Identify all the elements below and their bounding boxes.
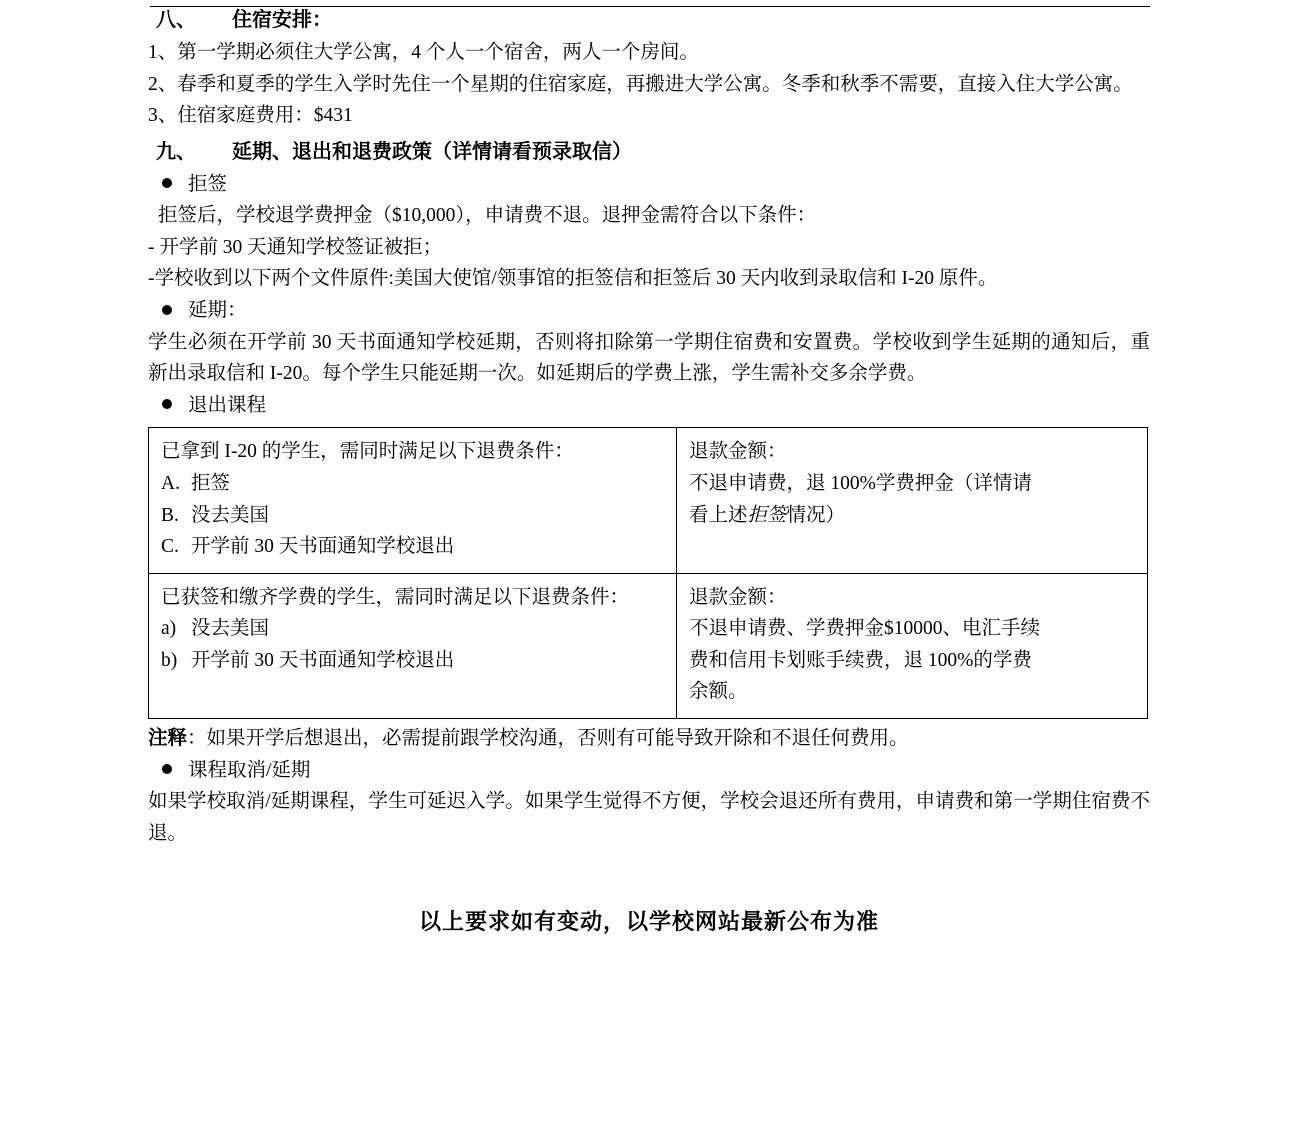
section-heading-policy: [148, 138, 1150, 167]
row1-refund-text-line1: 不退申请费，退 100%学费押金（详情请: [689, 472, 1032, 494]
cancel-text: 如果学校取消/延期课程，学生可延迟入学。如果学生觉得不方便，学校会退还所有费用，申请费和第一学期住宿费不退。: [148, 791, 1150, 844]
bullet-refusal: [148, 169, 1150, 201]
section-heading-housing: [148, 6, 1150, 35]
housing-item-1: 1、第一学期必须住大学公寓，4 个人一个宿舍，两人一个房间。: [148, 42, 699, 63]
bullet-defer-label: 延期：: [188, 300, 247, 322]
row2-refund-title: 退款金额：: [689, 586, 787, 608]
bullet-withdraw: [148, 390, 1150, 422]
housing-item-2: 2、春季和夏季的学生入学时先住一个星期的住宿家庭，再搬进大学公寓。冬季和秋季不需要，直接入住大学公寓。: [148, 73, 1133, 95]
section-title-policy: 延期、退出和退费政策（详情请看预录取信）: [232, 140, 632, 163]
bullet-dot-icon: [162, 399, 172, 409]
table-row: [149, 573, 1148, 718]
refusal-condition-2: -学校收到以下两个文件原件:美国大使馆/领事馆的拒签信和拒签后 30 天内收到录取信和 I-20 原件。: [148, 268, 998, 290]
document-page: [0, 6, 1300, 1127]
section-title-housing: 住宿安排：: [232, 9, 332, 31]
bullet-withdraw-label: 退出课程: [188, 394, 267, 416]
bullet-defer: [148, 295, 1150, 327]
housing-item-3: 3、住宿家庭费用：$431: [148, 105, 353, 127]
bullet-dot-icon: [162, 764, 172, 774]
policy-note: [148, 723, 1150, 755]
row1-condition-b: B. 没去美国: [161, 504, 270, 526]
row1-condition-c: C. 开学前 30 天书面通知学校退出: [161, 536, 455, 558]
row2-refund-text-line2: 费和信用卡划账手续费，退 100%的学费: [689, 649, 1032, 671]
section-number-housing: 八、: [156, 9, 196, 31]
refund-policy-table: [148, 427, 1148, 719]
row1-conditions-cell: [149, 428, 677, 573]
policy-note-label: 注释: [148, 727, 188, 749]
row1-condition-a: A. 拒签: [161, 472, 231, 494]
bullet-cancel: [148, 755, 1150, 787]
defer-text: 学生必须在开学前 30 天书面通知学校延期，否则将扣除第一学期住宿费和安置费。学校收到学生延期的通知后，重新出录取信和 I-20。每个学生只能延期一次。如延期后的学费上涨，学生需补交多余学费。: [148, 331, 1150, 385]
section-number-policy: 九、: [156, 140, 196, 163]
row2-conditions-title: 已获签和缴齐学费的学生，需同时满足以下退费条件：: [161, 586, 630, 608]
refusal-text: 拒签后，学校退学费押金（$10,000），申请费不退。退押金需符合以下条件：: [158, 205, 817, 227]
row2-conditions-cell: [149, 573, 677, 718]
top-divider: [150, 6, 1150, 7]
bullet-refusal-label: 拒签: [188, 173, 228, 195]
policy-note-text: ：如果开学后想退出，必需提前跟学校沟通，否则有可能导致开除和不退任何费用。: [187, 727, 909, 749]
row2-refund-cell: [677, 573, 1148, 718]
row2-refund-text-line1: 不退申请费、学费押金$10000、电汇手续: [689, 618, 1041, 640]
footer-note: 以上要求如有变动，以学校网站最新公布为准: [418, 909, 879, 935]
row1-refund-cell: [677, 428, 1148, 573]
row2-condition-b: b) 开学前 30 天书面通知学校退出: [161, 649, 455, 671]
bullet-dot-icon: [162, 178, 172, 188]
bullet-cancel-label: 课程取消/延期: [188, 759, 311, 781]
row1-refund-text-line2: 看上述拒签情况）: [689, 504, 846, 526]
row2-condition-a: a) 没去美国: [161, 618, 270, 640]
table-row: [149, 428, 1148, 573]
row2-refund-text-line3: 余额。: [689, 681, 748, 703]
bullet-dot-icon: [162, 305, 172, 315]
row1-conditions-title: 已拿到 I-20 的学生，需同时满足以下退费条件：: [161, 441, 574, 463]
row1-refund-title: 退款金额：: [689, 441, 787, 463]
refusal-condition-1: - 开学前 30 天通知学校签证被拒；: [148, 236, 443, 258]
